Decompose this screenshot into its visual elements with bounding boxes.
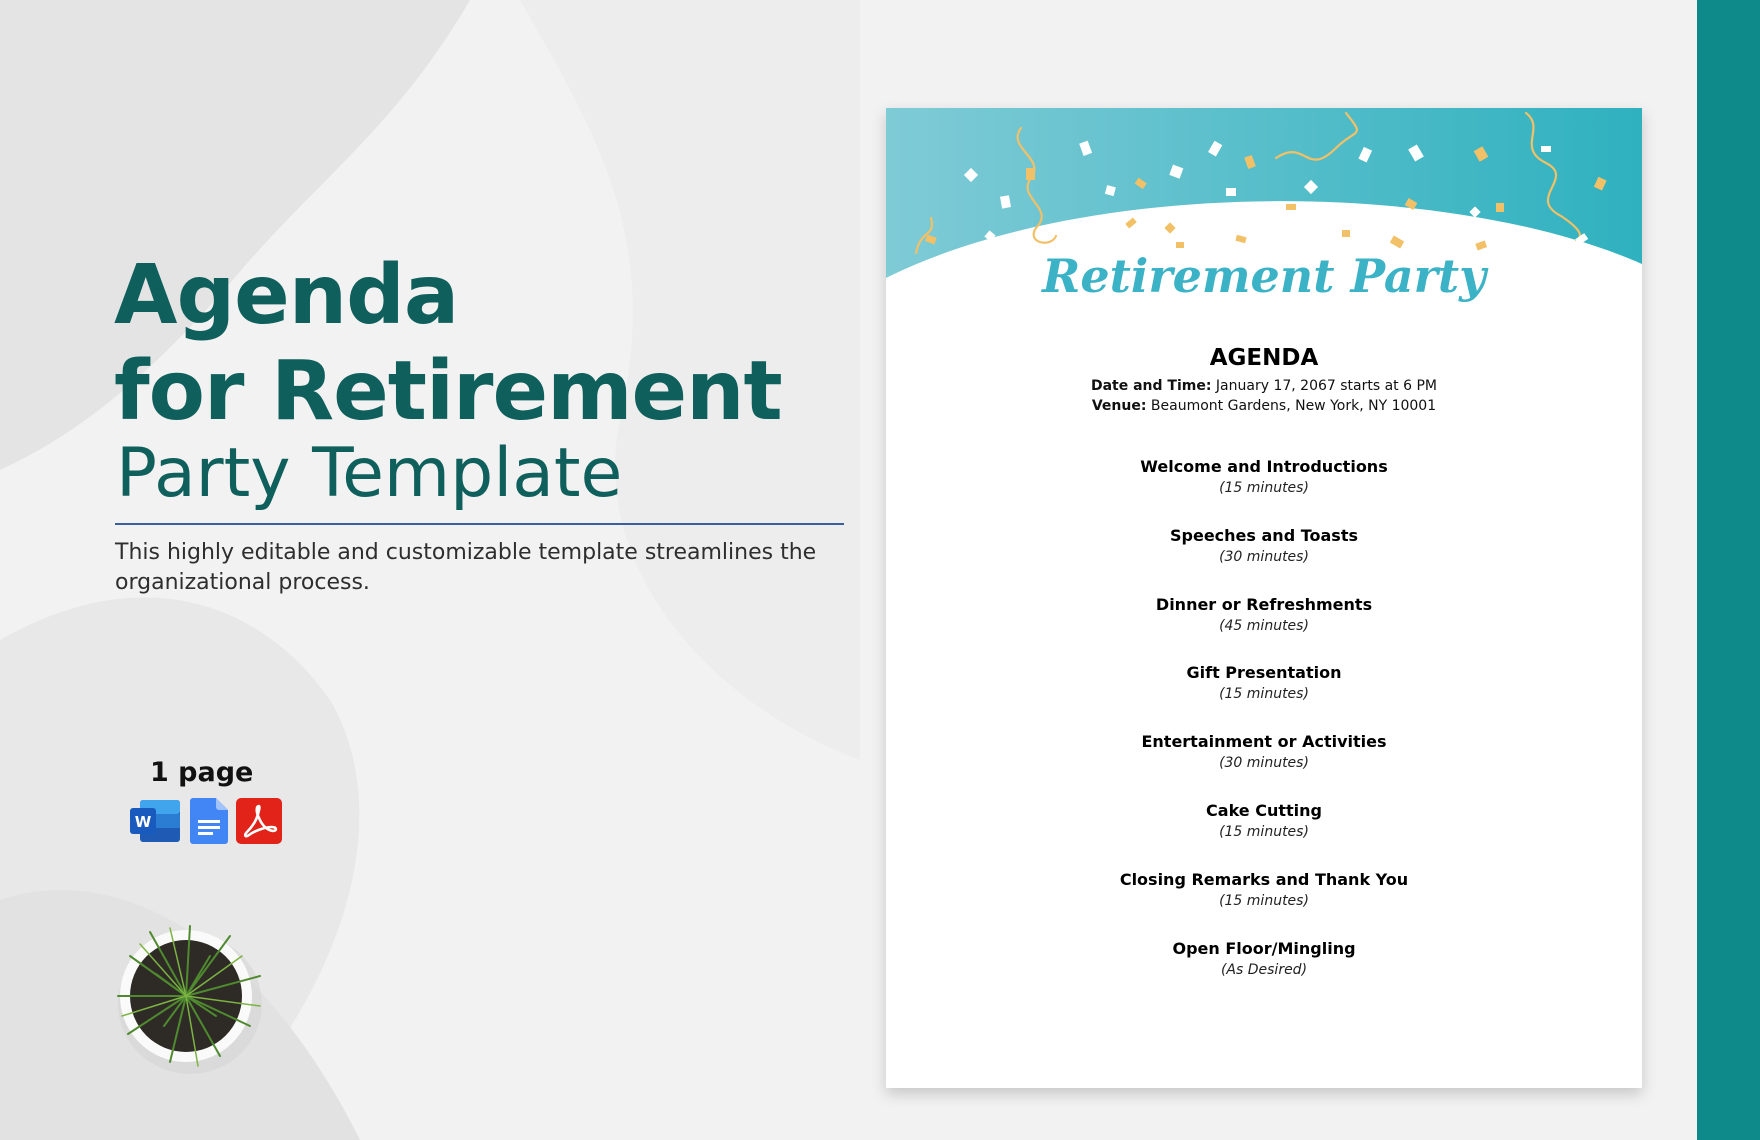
agenda-item-duration: (As Desired) xyxy=(1220,961,1308,978)
document-title: Retirement Party xyxy=(1042,249,1486,303)
agenda-item-name: Closing Remarks and Thank You xyxy=(1119,869,1409,889)
agenda-item-name: Open Floor/Mingling xyxy=(1172,938,1356,958)
date-line xyxy=(886,376,1642,396)
venue-line xyxy=(886,396,1642,416)
agenda-item-duration: (15 minutes) xyxy=(1219,892,1309,909)
date-value: January 17, 2067 starts at 6 PM xyxy=(1215,378,1437,394)
svg-text:W: W xyxy=(134,813,152,831)
google-docs-icon xyxy=(190,798,228,844)
agenda-item-name: Welcome and Introductions xyxy=(1140,457,1388,476)
agenda-item xyxy=(886,662,1642,731)
agenda-heading: AGENDA xyxy=(1209,345,1319,371)
agenda-item-name: Cake Cutting xyxy=(1206,800,1322,820)
agenda-item-duration: (30 minutes) xyxy=(1219,548,1309,565)
agenda-item-name: Speeches and Toasts xyxy=(1170,525,1358,545)
hero-description: This highly editable and customizable template streamlines the organizational process. xyxy=(115,540,817,595)
agenda-item-name: Gift Presentation xyxy=(1186,663,1342,683)
word-icon xyxy=(130,798,182,844)
hero-divider xyxy=(115,523,844,525)
hero-subtitle: Party Template xyxy=(116,434,623,513)
agenda-item xyxy=(886,731,1642,800)
agenda-item-duration: (30 minutes) xyxy=(1219,755,1309,772)
agenda-items xyxy=(886,456,1642,1006)
agenda-item-name: Entertainment or Activities xyxy=(1141,732,1387,752)
agenda-item-duration: (15 minutes) xyxy=(1219,480,1309,496)
agenda-item-duration: (15 minutes) xyxy=(1219,823,1309,840)
agenda-item xyxy=(886,869,1642,938)
venue-label: Venue: xyxy=(1091,398,1147,414)
agenda-item-name: Dinner or Refreshments xyxy=(1155,594,1373,614)
right-accent-bar xyxy=(1697,0,1760,1140)
document-preview xyxy=(886,108,1642,1088)
agenda-item xyxy=(886,800,1642,869)
page-count: 1 page xyxy=(150,757,254,788)
venue-value: Beaumont Gardens, New York, NY 10001 xyxy=(1150,398,1437,414)
agenda-item xyxy=(886,594,1642,663)
hero-title-line-2: for Retirement xyxy=(114,344,782,439)
agenda-item xyxy=(886,525,1642,594)
agenda-item xyxy=(886,456,1642,525)
hero-title xyxy=(114,248,782,440)
pdf-icon xyxy=(236,798,282,844)
agenda-item xyxy=(886,938,1642,1007)
date-label: Date and Time: xyxy=(1090,378,1212,394)
potted-plant-image xyxy=(110,916,270,1076)
format-icons xyxy=(130,798,282,844)
agenda-item-duration: (15 minutes) xyxy=(1219,686,1309,703)
hero-title-line-1: Agenda xyxy=(114,248,459,343)
agenda-item-duration: (45 minutes) xyxy=(1219,617,1309,634)
